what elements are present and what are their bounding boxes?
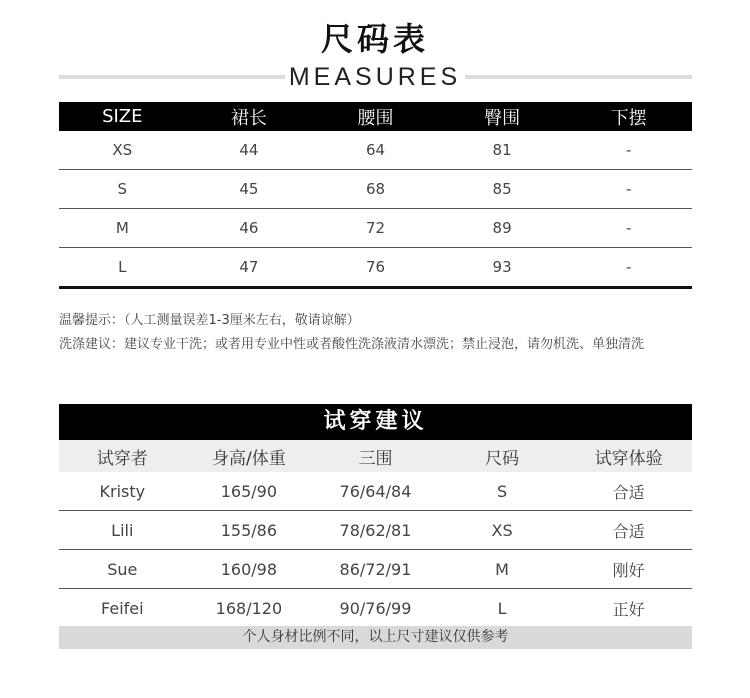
table-cell: 168/120 [215,598,283,618]
table-cell: 正好 [612,599,645,619]
table-cell: - [565,170,692,209]
hem-col-header: 下摆 [565,102,692,131]
table-cell: Sue [59,550,186,589]
table-cell: 90/76/99 [339,598,412,618]
page-subtitle-text: MEASURES [285,60,465,94]
table-row [59,550,692,589]
table-cell: 86/72/91 [312,550,439,589]
page-title: 尺码表 [320,20,429,58]
table-cell: 72 [312,209,439,248]
table-cell: 165/90 [186,472,313,511]
size-table [59,102,692,289]
table-row [59,472,692,511]
table-cell: Kristy [59,472,186,511]
table-cell: 76 [312,248,439,288]
table-row [59,131,692,170]
page-subtitle [0,60,750,94]
table-cell: 45 [186,170,313,209]
table-cell: Lili [59,511,186,550]
trial-table [59,440,692,627]
table-cell: 合适 [565,472,692,511]
disclaimer-note: 个人身材比例不同，以上尺寸建议仅供参考 [59,626,692,649]
table-cell: 68 [312,170,439,209]
table-cell: L [59,248,186,288]
table-cell: 93 [439,248,566,288]
size-col-header: 尺码 [439,440,566,472]
table-cell: M [439,550,566,589]
table-cell: 78/62/81 [312,511,439,550]
table-cell: S [439,472,566,511]
trial-section-title: 试穿建议 [59,404,692,440]
table-cell: 46 [186,209,313,248]
table-row [59,511,692,550]
table-cell: Feifei [101,598,144,618]
table-cell: S [59,170,186,209]
table-cell: L [497,598,507,618]
measurement-tip: 温馨提示：（人工测量误差1-3厘米左右，敬请谅解） [59,313,360,328]
hip-col-header: 臀围 [439,102,566,131]
table-cell: 85 [439,170,566,209]
waist-col-header: 腰围 [312,102,439,131]
table-cell: - [565,131,692,170]
table-cell: M [59,209,186,248]
table-row [59,589,692,628]
fit-col-header: 试穿体验 [565,440,692,472]
table-cell: 89 [439,209,566,248]
table-row [59,170,692,209]
washing-advice: 洗涤建议：建议专业干洗；或者用专业中性或者酸性洗涤液清水漂洗；禁止浸泡，请勿机洗、单独清洗 [59,337,645,352]
table-cell: 160/98 [186,550,313,589]
size-table-header-row [59,102,692,131]
height-weight-col-header: 身高/体重 [186,440,313,472]
table-cell: - [565,248,692,288]
table-cell: 44 [186,131,313,170]
measurements-col-header: 三围 [312,440,439,472]
table-cell: 76/64/84 [312,472,439,511]
length-col-header: 裙长 [186,102,313,131]
table-cell: 合适 [565,511,692,550]
care-notes [59,309,719,357]
table-cell: XS [59,131,186,170]
table-cell: 155/86 [186,511,313,550]
table-cell: 刚好 [565,550,692,589]
table-row [59,209,692,248]
trial-table-header-row [59,440,692,472]
table-cell: 47 [186,248,313,288]
table-cell: XS [439,511,566,550]
tester-col-header: 试穿者 [59,440,186,472]
size-col-header: SIZE [59,102,186,131]
table-row [59,248,692,288]
table-cell: 64 [312,131,439,170]
table-cell: 81 [439,131,566,170]
table-cell: - [565,209,692,248]
